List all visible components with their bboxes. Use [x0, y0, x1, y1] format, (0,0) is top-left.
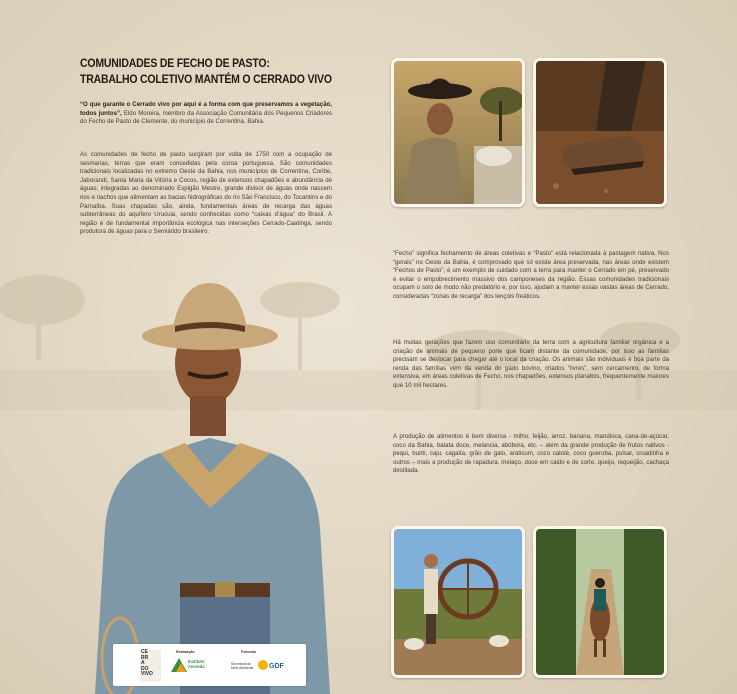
gdf-text: GDF — [269, 663, 284, 670]
realizacao-label: Realização — [176, 650, 195, 654]
article-title — [80, 56, 360, 87]
farmer-portrait — [90, 278, 340, 694]
photo-boot-on-ground — [533, 58, 667, 207]
title-line-2: TRABALHO COLETIVO MANTÉM O CERRADO VIVO — [80, 72, 332, 87]
secretaria-line2: Meio Ambiente — [231, 666, 254, 670]
photo-rider-on-horse — [533, 526, 667, 678]
instituto-line2: Avoreda — [188, 664, 205, 669]
photo-farmer-with-cattle — [391, 58, 525, 207]
sponsor-logos — [113, 644, 306, 686]
quote-attribution: Eldo Moreira, membro da Associação Comunitária dos Pequenos Criadores do Fecho de Pasto de Clemente, do município de Correntina, Bahia. — [80, 109, 333, 126]
title-line-1: COMUNIDADES DE FECHO DE PASTO: — [80, 57, 270, 71]
paragraph-fecho-meaning: “Fecho” significa fechamento de áreas coletivas e “Pasto” está relacionada à pastagem nativa. Nos “gerais” no Oeste da Bahia, é comprovado que só existe área preservada, nas áreas onde existem “Fechos de Pasto”; é um exemplo de cuidado com a terra para manter o Cerrado em pé, preservado e evitar o empobrecimento massivo dos camponeses da região. Essas comunidades tradicionais ocupam o solo de modo não predatório e, por isso, ajudam a manter essas vastas áreas de Cerrado, consideradas “zonas de recarga” dos lençóis freáticos. — [393, 250, 669, 300]
fomento-label: Fomento — [241, 650, 257, 654]
gdf-logo — [257, 658, 287, 672]
cerrado-vivo-logo: CE RR A DO VIVO — [140, 650, 161, 682]
paragraph-land-use: Há muitas gerações que fazem uso comunitário da terra com a agricultura familiar orgânica e a criação de animais de pequeno porte que ficam distante da comunidade, por isso as famílias precisam se deslocar para chegar até o local da criação. Os animais são individuais e boa parte da renda das famílias vem da venda do gado bovino, criados “livres”, sem cercamento, de forma extensiva, em áreas coletivas de Fecho, nos chapadões, extensos planaltos, frequentemente maiores que 10 mil hectares. — [393, 339, 669, 389]
instituto-avoreda-icon — [171, 658, 187, 672]
quote-text: “O que garante o Cerrado vivo por aqui é a forma com que preservamos a vegetação, todos juntos”, — [80, 101, 332, 117]
paragraph-food-production: A produção de alimentos é bem diversa - milho, feijão, arroz, banana, mandioca, cana-de-açúcar, coco da Bahia, batata doce, melancia, abóbora, etc. – além da grande produção de frutos nativos - pequi, buriti, caju, cagaita, grão de galo, araticum, coco catolé, coco gueroba, pulsar, croadinha e outros – mais a produção de rapadura, melaço, doce em caldo e de corte, queijo, requeijão, cachaça destilada. — [393, 433, 669, 475]
paragraph-history: As comunidades de fecho de pasto surgiram por volta de 1750 com a ocupação de sesmarias, terras que eram concedidas pela coroa portuguesa. São comunidades tradicionais localizadas no extremo Oeste da Bahia, nos municípios de Correntina, Coribe, Jaborandi, Santa Maria da Vitória e Cocos, região de extensos chapadões e abundância de águas, integradas ao denominado Espigão Mestre, grande divisor de águas onde nascem rios e riachos que alimentam as bacias hidrográficas do rio São Francisco, do Tocantins e do Parnaíba. Suas chapadas são, ainda, fundamentais áreas de recarga das águas subterrâneas do aquífero Urucuia, sendo conhecidas como “caixas d’água” do Brasil. A região é de fundamental importância ecológica nas interseções Cerrado-Caatinga, sendo produtora de águas para o Semiárido brasileiro. — [80, 151, 332, 236]
secretaria-line1: Secretaria do — [231, 662, 252, 666]
photo-water-wheel-goats — [391, 526, 525, 678]
quote-paragraph — [80, 101, 332, 127]
instituto-line1: Instituto — [188, 659, 205, 664]
